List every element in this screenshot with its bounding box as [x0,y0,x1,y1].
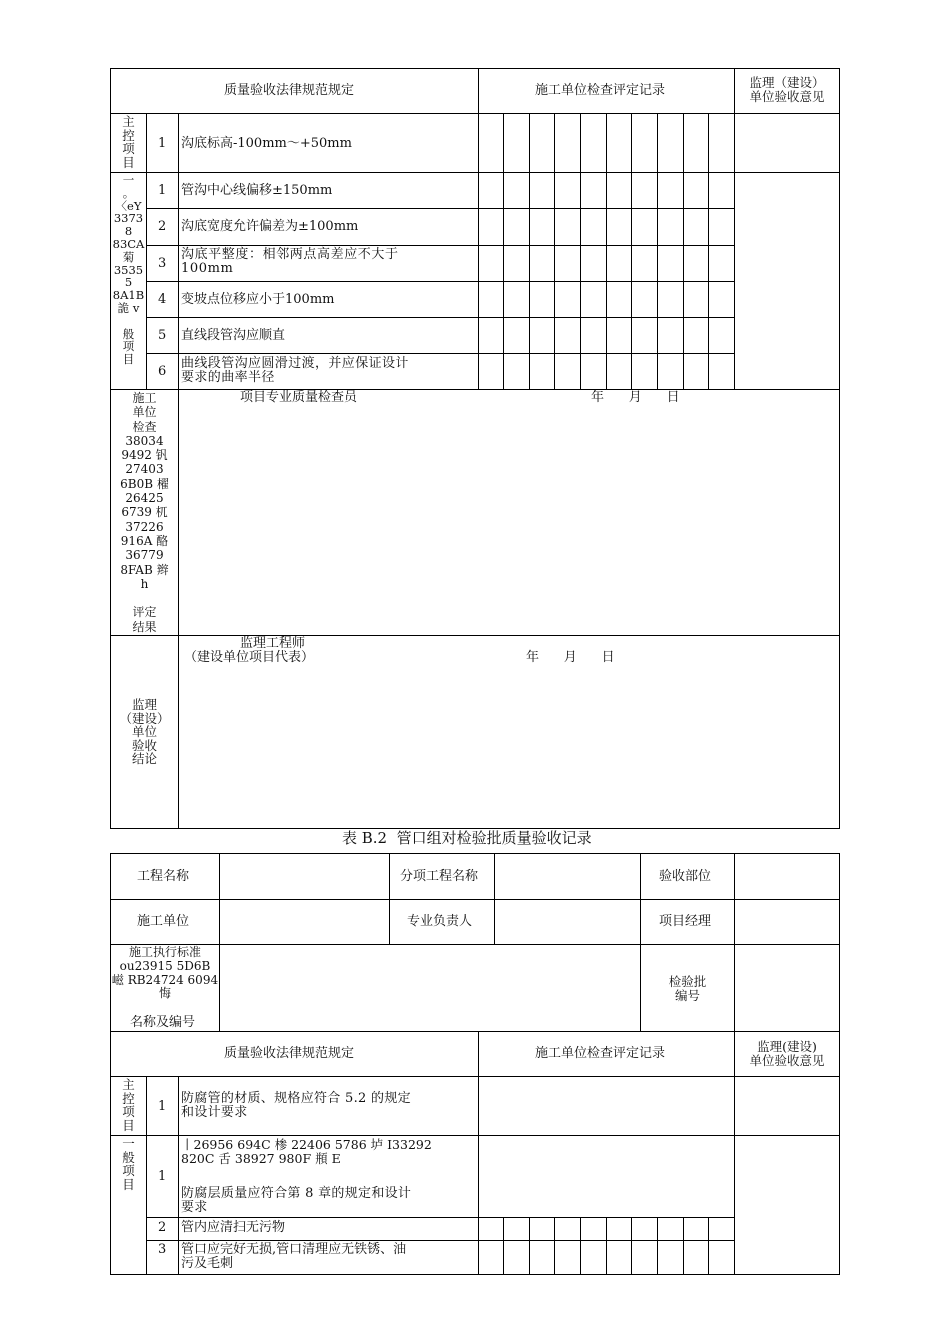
general-item-text-2: 管口应完好无损,管口清理应无铁锈、油 污及毛刺 [181,1242,407,1271]
general-item-text: 管沟中心线偏移±150mm [181,183,333,198]
general-item-no: 6 [158,364,167,379]
general-item-text: 沟底平整度：相邻两点高差应不大于 100mm [181,247,399,276]
general-item-text-2: 管内应清扫无污物 [181,1220,286,1235]
main-control-label-2: 主 控 项 目 [122,1077,135,1133]
acceptance-part-label: 验收部位 [659,869,712,884]
main-item-no: 1 [158,136,167,151]
construction-result-label: 施工 单位 检查 38034 9492 钒 27403 6B0B 櫂 26425 6739 杌 37226 916A 酪 36779 8FAB 辫 h 评定 结果 [120,391,169,634]
standard-name-number-label: 名称及编号 [130,1015,196,1030]
general-items-label: 一 。 〈eY 3373 8 83CA 菊 3535 5 8A1B 詭 v 般 项 目 [112,173,145,367]
general-item-no: 3 [158,256,167,271]
record-header-2: 施工单位检查评定记录 [535,1046,666,1061]
execution-standard-label: 施工执行标准 ou23915 5D6B 嵫 RB24724 6094 悔 [111,945,219,1001]
general-item-text: 直线段管沟应顺直 [181,328,286,343]
general-item-no: 4 [158,292,167,307]
professional-in-charge-label: 专业负责人 [407,914,473,929]
sub-project-name-label: 分项工程名称 [400,869,479,884]
general-items-label-2: 一 般 项 目 [122,1136,135,1192]
general-item-text-2: 防腐层质量应符合第 8 章的规定和设计 要求 [181,1186,412,1215]
supervision-engineer-label: 监理工程师 [240,636,306,651]
supervision-opinion-header-2: 监理(建设) 单位验收意见 [749,1039,825,1068]
supervision-conclusion-label: 监理 （建设） 单位 验收 结论 [119,697,170,767]
owner-representative-label: （建设单位项目代表） [184,650,315,665]
general-item-text: 曲线段管沟应圆滑过渡，并应保证设计 要求的曲率半径 [181,356,409,385]
main-control-label: 主 控 项 目 [122,114,135,170]
general-item-text: 变坡点位移应小于100mm [181,292,335,307]
main-item-text-2: 防腐管的材质、规格应符合 5.2 的规定 和设计要求 [181,1091,411,1120]
project-name-label: 工程名称 [137,869,190,884]
quality-inspector-label: 项目专业质量检查员 [240,390,358,405]
contractor-label: 施工单位 [137,914,190,929]
inspection-date: 年 月 日 [591,390,680,405]
project-manager-label: 项目经理 [659,914,712,929]
general-item-garbled-text: 丨26956 694C 椮 22406 5786 垆 I33292 820C 舌 38927 980F 頩 E [181,1137,432,1166]
spec-header: 质量验收法律规范规定 [224,83,355,98]
main-item-text: 沟底标高-100mm～+50mm [181,136,352,151]
main-item-no-2: 1 [158,1099,167,1114]
general-item-no: 2 [158,219,167,234]
general-item-no-2: 2 [158,1220,167,1235]
general-item-no: 5 [158,328,167,343]
supervision-date: 年 月 日 [526,650,615,665]
general-item-no-2: 1 [158,1169,167,1184]
general-item-text: 沟底宽度允许偏差为±100mm [181,219,359,234]
supervision-opinion-header: 监理（建设） 单位验收意见 [749,75,825,104]
record-header: 施工单位检查评定记录 [535,83,666,98]
table-caption: 表 B.2 管口组对检验批质量验收记录 [342,829,592,847]
general-item-no: 1 [158,183,167,198]
spec-header-2: 质量验收法律规范规定 [224,1046,355,1061]
inspection-batch-number-label: 检验批 编号 [668,974,707,1003]
general-item-no-2: 3 [158,1242,167,1257]
